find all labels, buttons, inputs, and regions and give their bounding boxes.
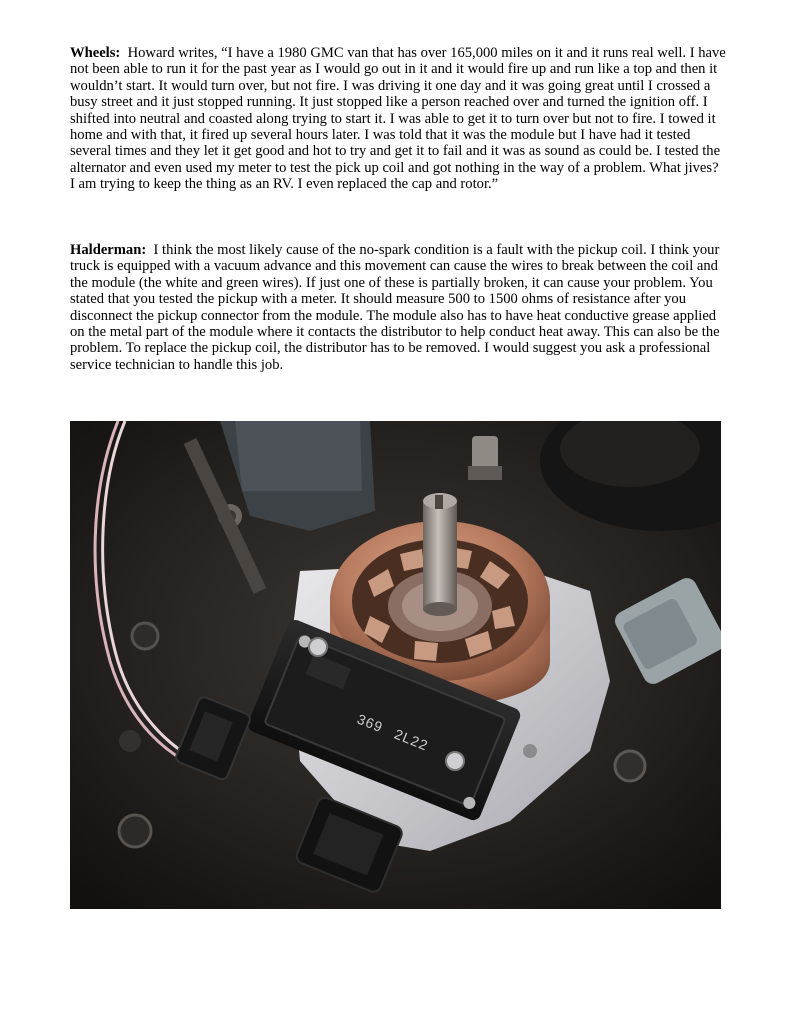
speaker-wheels: Wheels: (70, 45, 121, 61)
speaker-halderman: Halderman: (70, 242, 147, 258)
module-marking-2: 2L22 (392, 725, 431, 754)
halderman-paragraph (70, 242, 726, 373)
distributor-photo (70, 421, 721, 909)
halderman-answer-text: I think the most likely cause of the no-spark condition is a fault with the pickup coil. I think your truck is equipped with a vacuum advance and this movement can cause the wires to break between the coil and the module (the white and green wires). If just one of these is partially broken, it can cause your problem. You stated that you tested the pickup with a meter. It should measure 500 to 1500 ohms of resistance after you disconnect the pickup connector from the module. The module also has to have heat conductive grease applied on the metal part of the module where it contacts the distributor to help conduct heat away. This can also be the problem. To replace the pickup coil, the distributor has to be removed. I would suggest you ask a professional service technician to handle this job. (70, 242, 720, 373)
module-marking-1: 369 (355, 710, 386, 736)
wheels-paragraph (70, 45, 726, 193)
wheels-question-text: Howard writes, “I have a 1980 GMC van that has over 165,000 miles on it and it runs real well. I have not been able to run it for the past year as I would go out in it and it would fire up and run like a top and then it wouldn’t start. It would turn over, but not fire. I was driving it one day and it was going great until I crossed a busy street and it just stopped running. It just stopped like a person reached over and turned the ignition off. I shifted into neutral and coasted along trying to start it. I was able to get it to turn over but not to fire. I towed it home and with that, it fired up several hours later. I was told that it was the module but I have had it tested several times and they let it get good and hot to try and get it to fail and it was as sound as could be. I tested the alternator and even used my meter to test the pick up coil and got nothing in the way of a problem. What jives? I am trying to keep the thing as an RV. I even replaced the cap and rotor.” (70, 45, 726, 193)
